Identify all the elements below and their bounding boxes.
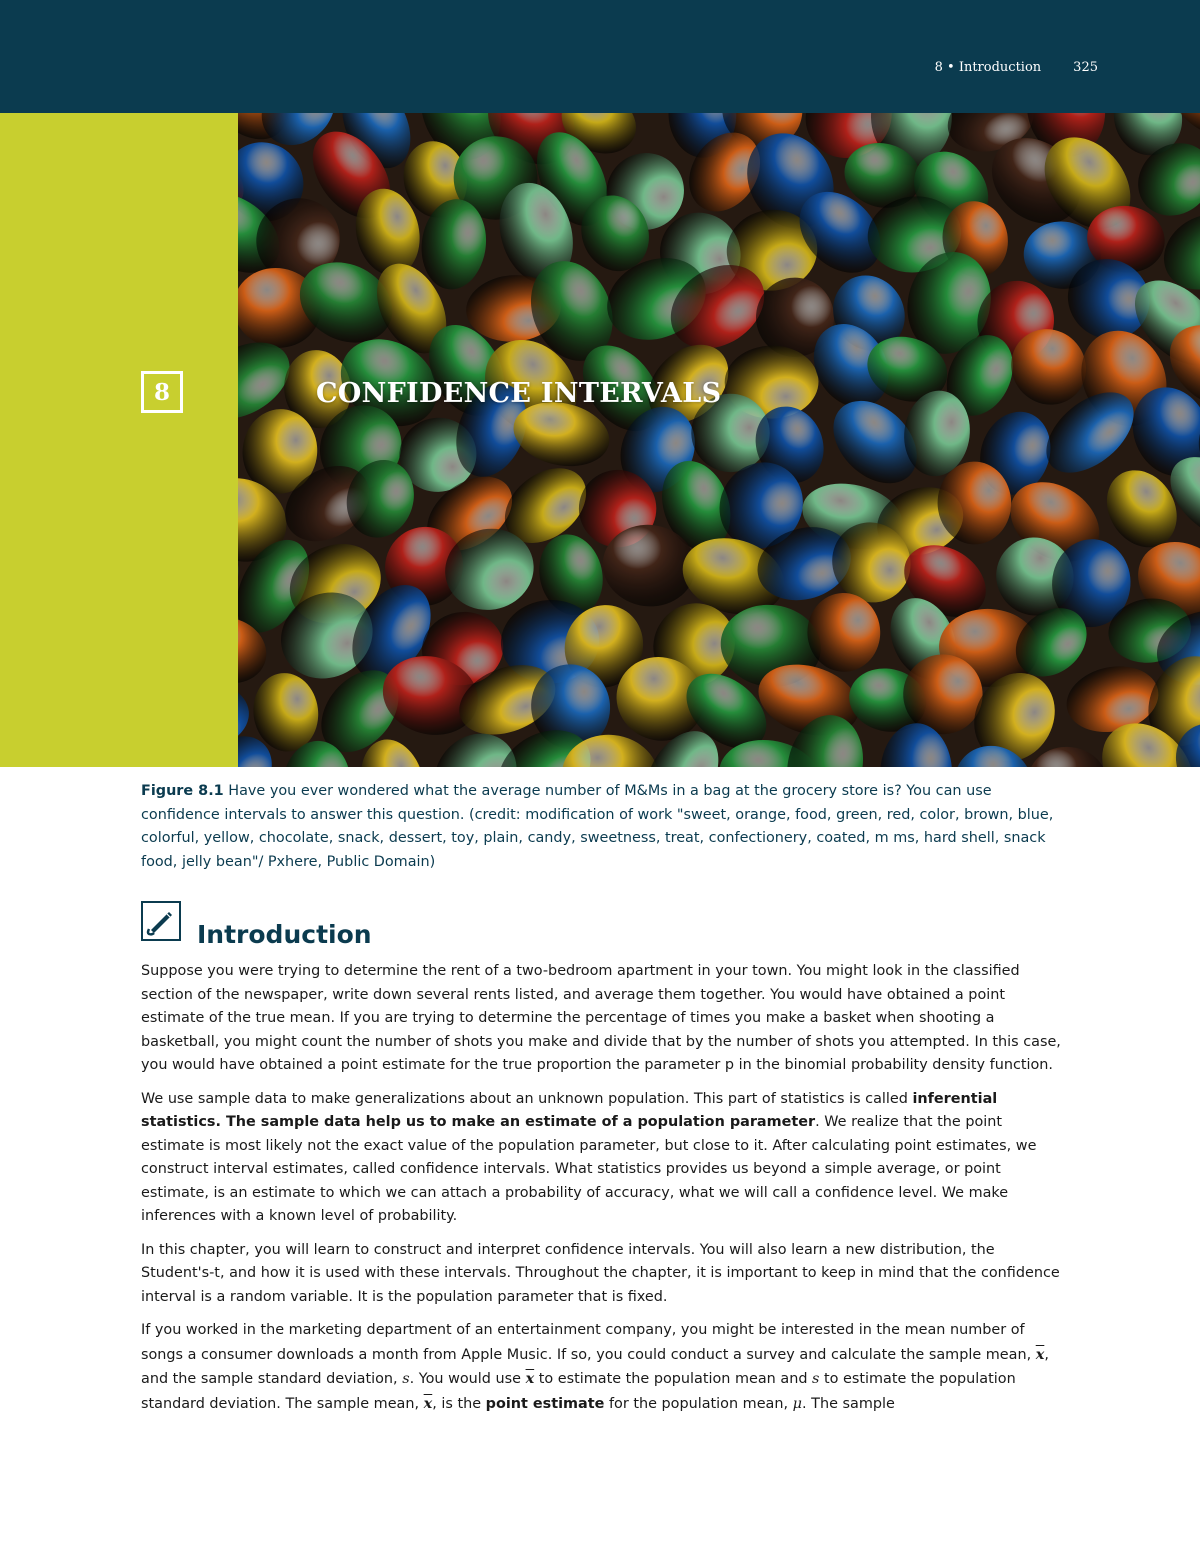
- xbar-symbol: $\overline{x}$: [1035, 1345, 1045, 1363]
- p2-text-c: .: [215, 1114, 226, 1130]
- paragraph-1: Suppose you were trying to determine the rent of a two-bedroom apartment in your town. You might look in the classified section of the newspaper, write down several rents listed, and average them together. You would have obtained a point estimate of the true mean. If you are trying to determine the percentage of times you make a basket when shooting a basketball, you might count the number of shots you make and divide that by the number of shots you attempted. In this case, you would have obtained a point estimate for the true proportion the parameter p in the binomial probability density function.: [141, 963, 1061, 1073]
- paragraph-3: In this chapter, you will learn to construct and interpret confidence intervals. You will also learn a new distribution, the Student's-t, and how it is used with these intervals. Throughout the chapter, it is important to keep in mind that the confidence interval is a random variable. It is the population parameter that is fixed.: [141, 1241, 1060, 1305]
- p2-text-e: . We realize that the point estimate is most likely not the exact value of the population parameter, but close to it. After calculating point estimates, we construct interval estimates, called confidence intervals. What statistics provides us beyond a simple average, or point estimate, is an estimate to which we can attach a probability of accuracy, what we will call a confidence level. We make inferences with a known level of probability.: [141, 1114, 1037, 1224]
- paragraph-2: [141, 1088, 1063, 1229]
- s-symbol: s: [812, 1371, 820, 1387]
- figure-caption-text: Have you ever wondered what the average number of M&Ms in a bag at the grocery store is? You can use confidence intervals to answer this question. (credit: modification of work "sweet, orange, food, green, red, color, brown, blue, colorful, yellow, chocolate, snack, dessert, toy, plain, candy, sweetness, treat, confectionery, coated, m ms, hard shell, snack food, jelly bean"/ Pxhere, Public Domain): [141, 783, 1054, 870]
- p4-text-i: . The sample: [802, 1395, 895, 1412]
- p4-text-h: for the population mean,: [604, 1395, 793, 1412]
- xbar-symbol: $\overline{x}$: [525, 1370, 535, 1387]
- section-heading: Introduction: [197, 920, 372, 949]
- paragraph-4: [141, 1319, 1063, 1416]
- candy-photo: [238, 113, 1200, 767]
- accent-sidebar: [0, 113, 238, 767]
- p4-text-c: . You would use: [409, 1371, 526, 1387]
- chapter-number-box: 8: [141, 371, 183, 413]
- term-inferential-statistics: inferential statistics: [141, 1090, 998, 1130]
- figure-caption: [141, 780, 1056, 874]
- figure-label: Figure 8.1: [141, 783, 224, 799]
- p2-text-a: We use sample data to make generalizations about an unknown population. This part of statistics is called: [141, 1090, 913, 1107]
- page-number: 325: [1073, 60, 1098, 75]
- p4-text-b: , and the sample standard deviation,: [141, 1346, 1049, 1387]
- p4-text-e: to estimate the population standard deviation. The sample mean,: [141, 1371, 1016, 1412]
- xbar-symbol: $\overline{x}$: [423, 1394, 433, 1412]
- p4-text-d: to estimate the population mean and: [534, 1371, 813, 1387]
- pencil-icon: [141, 901, 181, 941]
- candy-image-illustration: [238, 113, 1200, 767]
- term-point-estimate: point estimate: [485, 1395, 605, 1412]
- mu-symbol: μ: [792, 1395, 803, 1412]
- body-text: [141, 960, 1063, 1426]
- p4-text-f: , is the: [432, 1395, 486, 1412]
- chapter-title: CONFIDENCE INTERVALS: [316, 378, 722, 409]
- s-symbol: s: [402, 1371, 410, 1387]
- p4-text-a: If you worked in the marketing department of an entertainment company, you might be interested in the mean number of songs a consumer downloads a month from Apple Music. If so, you could conduct a survey and calculate the sample mean,: [141, 1322, 1036, 1363]
- running-head: [935, 60, 1098, 75]
- chapter-label: 8 • Introduction: [934, 60, 1042, 75]
- page-header-bar: [0, 0, 1200, 113]
- p2-bold-sentence: The sample data help us to make an estimate of a population parameter: [225, 1114, 816, 1130]
